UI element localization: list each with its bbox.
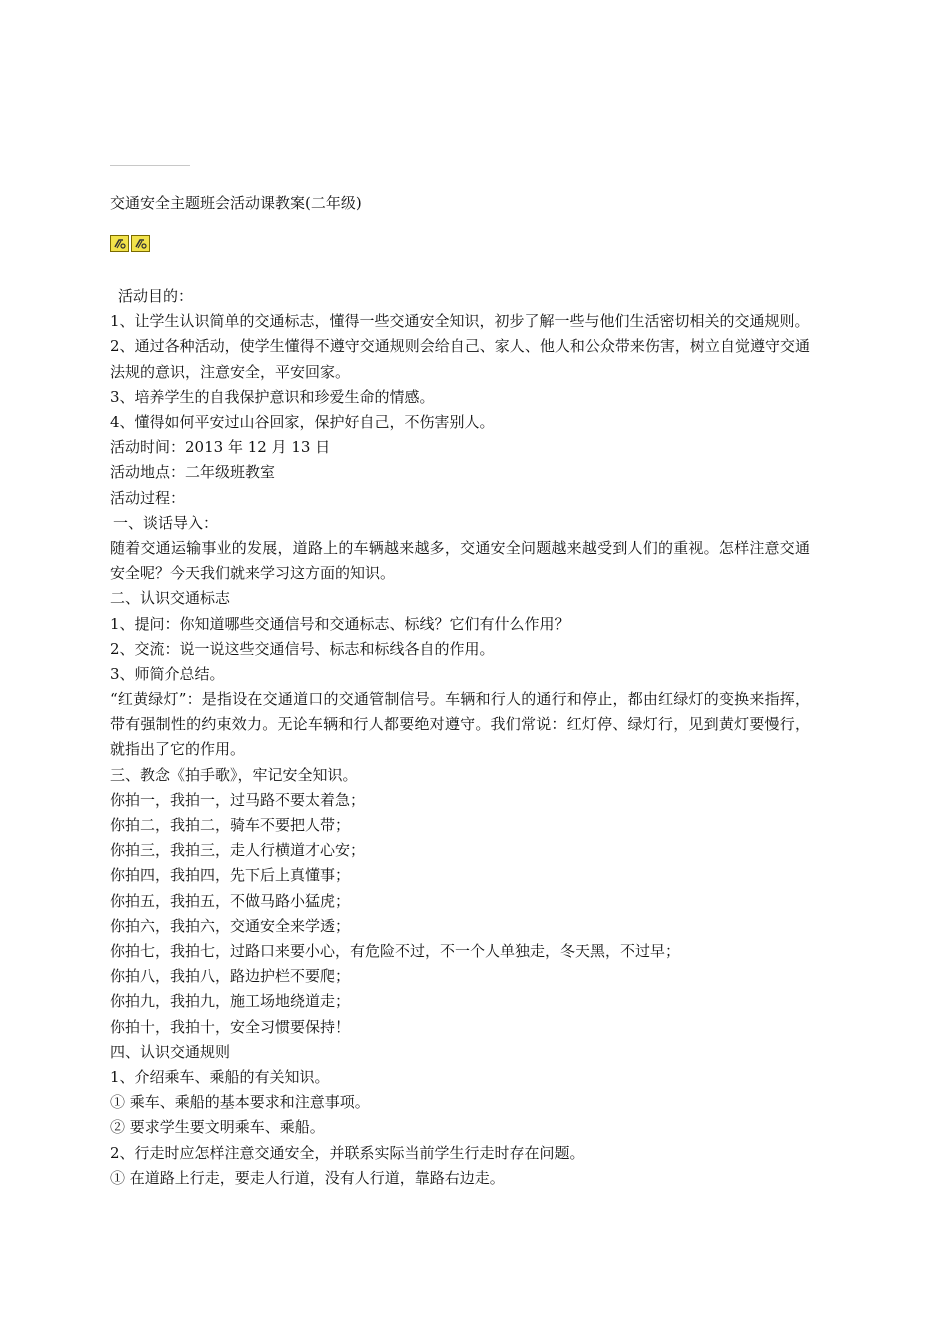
body-line: 你拍七，我拍七，过路口来要小心，有危险不过，不一个人单独走，冬天黑，不过早； bbox=[110, 942, 681, 960]
body-paragraph: 2、通过各种活动，使学生懂得不遵守交通规则会给自己、家人、他人和公众带来伤害，树立自觉遵守交通法规的意识，注意安全，平安回家。 bbox=[110, 337, 810, 381]
body-line: 你拍五，我拍五，不做马路小猛虎； bbox=[110, 891, 351, 910]
body-line: 你拍九，我拍九，施工场地绕道走； bbox=[110, 992, 351, 1011]
document-body bbox=[110, 284, 810, 1191]
document-title: 交通安全主题班会活动课教案(二年级) bbox=[110, 194, 362, 212]
body-line: ② 要求学生要文明乘车、乘船。 bbox=[110, 1118, 325, 1137]
body-line: ① 在道路上行走，要走人行道，没有人行道，靠路右边走。 bbox=[110, 1168, 505, 1187]
body-line: 2、行走时应怎样注意交通安全，并联系实际当前学生行走时存在问题。 bbox=[110, 1143, 585, 1162]
body-line: 活动目的： bbox=[118, 287, 194, 305]
body-line: 2、交流：说一说这些交通信号、标志和标线各自的作用。 bbox=[110, 639, 495, 658]
body-paragraph: 1、让学生认识简单的交通标志，懂得一些交通安全知识，初步了解一些与他们生活密切相关的交通规则。 bbox=[110, 312, 810, 331]
body-paragraph: 随着交通运输事业的发展，道路上的车辆越来越多，交通安全问题越来越受到人们的重视。怎样注意交通安全呢？今天我们就来学习这方面的知识。 bbox=[110, 538, 810, 583]
body-line: 三、教念《拍手歌》，牢记安全知识。 bbox=[110, 765, 358, 784]
body-line: 你拍三，我拍三，走人行横道才心安； bbox=[110, 841, 366, 860]
body-line: 你拍十，我拍十，安全习惯要保持！ bbox=[110, 1017, 351, 1036]
body-line: ① 乘车、乘船的基本要求和注意事项。 bbox=[110, 1093, 370, 1112]
body-line: 你拍一，我拍一，过马路不要太着急； bbox=[110, 790, 366, 809]
body-line: 你拍二，我拍二，骑车不要把人带； bbox=[110, 816, 351, 835]
body-line: 你拍八，我拍八，路边护栏不要爬； bbox=[110, 967, 351, 986]
link-icon[interactable] bbox=[110, 235, 129, 252]
body-line: 活动时间：2013 年 12 月 13 日 bbox=[110, 438, 331, 457]
body-line: 3、师简介总结。 bbox=[110, 664, 225, 683]
body-line: 1、提问：你知道哪些交通信号和交通标志、标线？它们有什么作用？ bbox=[110, 614, 570, 633]
body-line: 你拍四，我拍四，先下后上真懂事； bbox=[110, 866, 351, 885]
body-line: 四、认识交通规则 bbox=[110, 1042, 231, 1061]
link-icon[interactable] bbox=[131, 235, 150, 252]
icon-row bbox=[110, 235, 150, 253]
body-line: 活动地点：二年级班教室 bbox=[110, 463, 276, 482]
body-line: 你拍六，我拍六，交通安全来学透； bbox=[110, 916, 351, 935]
body-line: 4、懂得如何平安过山谷回家，保护好自己，不伤害别人。 bbox=[110, 412, 495, 431]
body-line: 3、培养学生的自我保护意识和珍爱生命的情感。 bbox=[110, 387, 435, 406]
body-line: 活动过程： bbox=[110, 488, 186, 507]
header-divider bbox=[110, 165, 190, 166]
body-line: 一、谈话导入： bbox=[113, 513, 219, 532]
body-line: 1、介绍乘车、乘船的有关知识。 bbox=[110, 1067, 330, 1086]
body-line: 二、认识交通标志 bbox=[110, 589, 231, 608]
body-paragraph: “红黄绿灯”：是指设在交通道口的交通管制信号。车辆和行人的通行和停止，都由红绿灯的变换来指挥，带有强制性的约束效力。无论车辆和行人都要绝对遵守。我们常说：红灯停、绿灯行，见到黄灯要慢行，就指出了它的作用。 bbox=[110, 690, 810, 759]
